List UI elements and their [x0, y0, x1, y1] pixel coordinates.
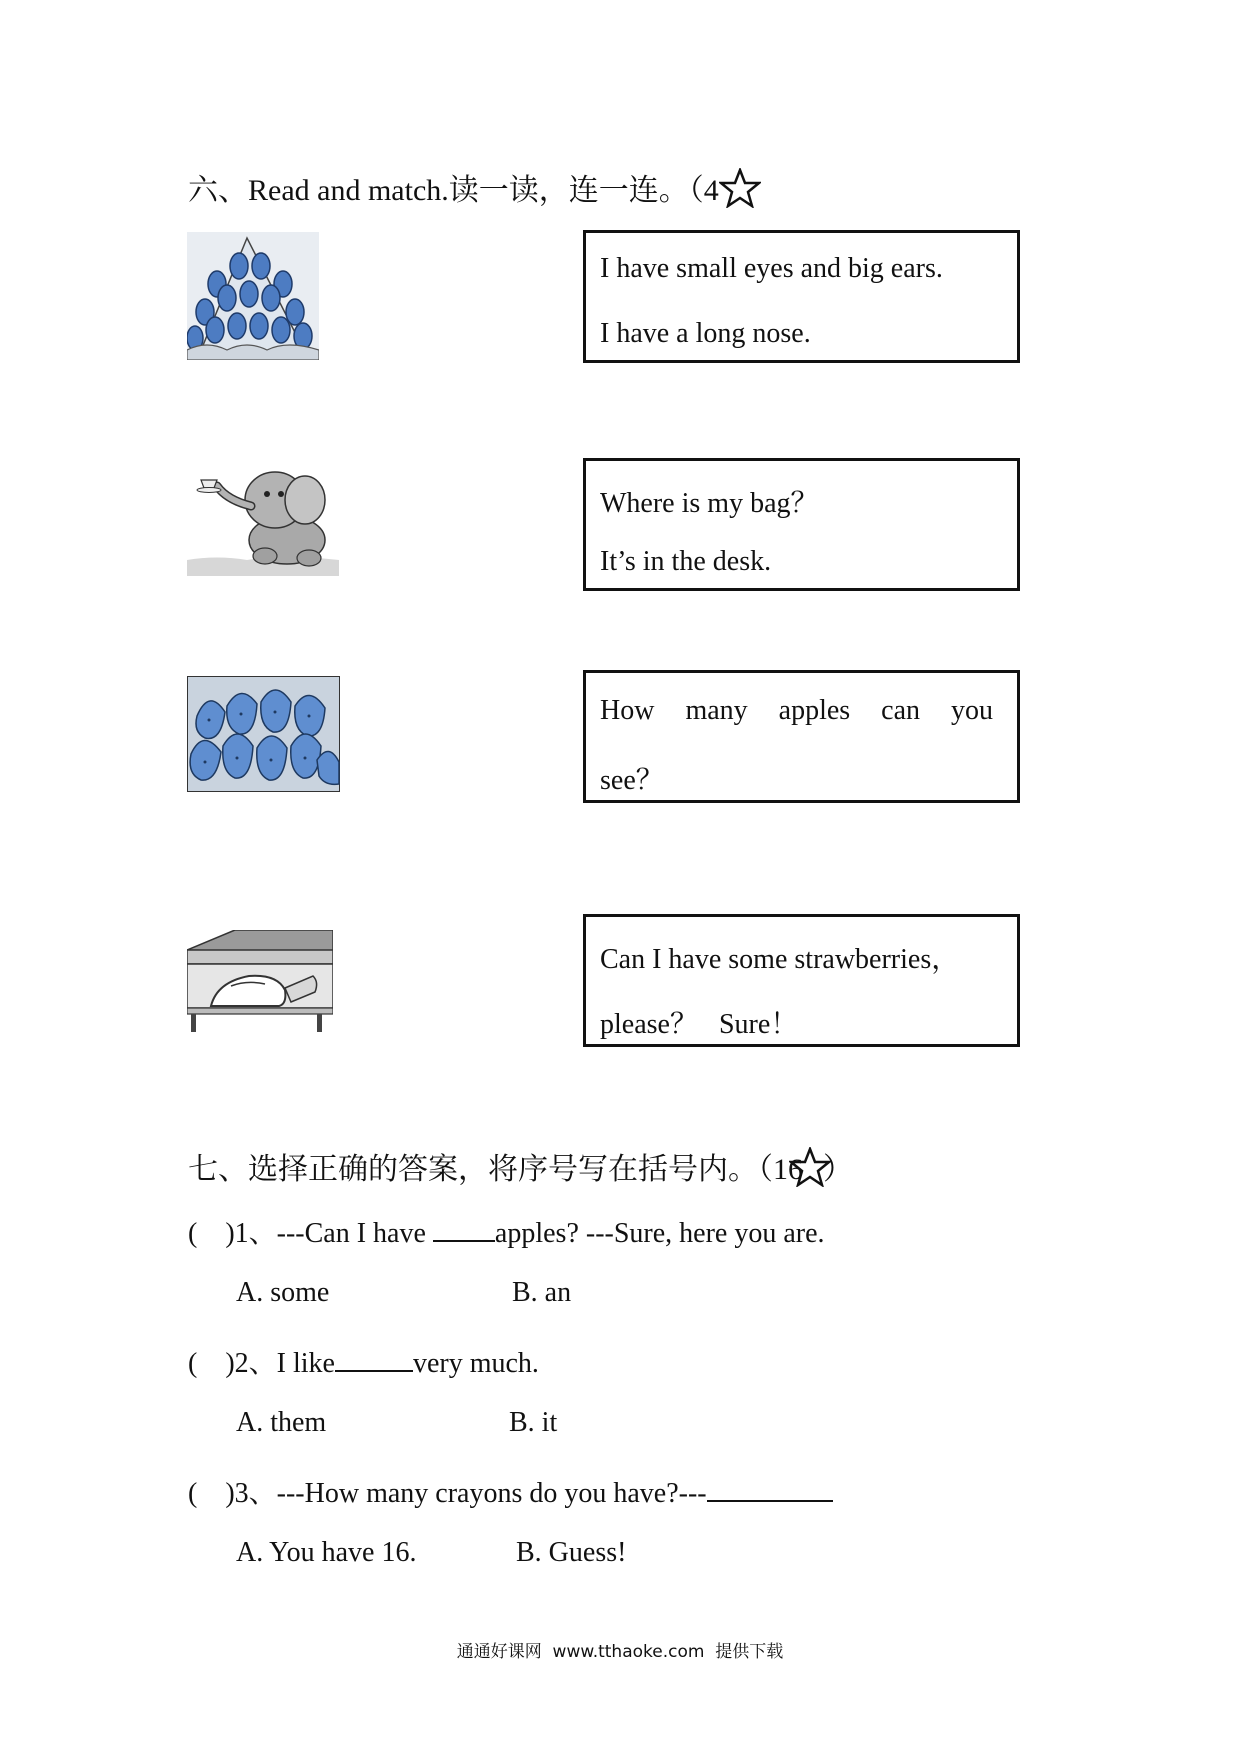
section-6-title-text: 六、Read and match.读一读，连一连。（4	[188, 174, 719, 207]
question-2-option-b: B. it	[509, 1407, 558, 1438]
question-number: )1、	[225, 1218, 277, 1249]
question-3	[188, 1471, 833, 1511]
match-box-2-line-1: Where is my bag？	[600, 488, 819, 519]
answer-bracket-open: (	[188, 1478, 198, 1509]
question-number: )2、	[225, 1348, 277, 1379]
answer-bracket-open: (	[188, 1348, 198, 1379]
match-box-4-line-2: please？ Sure！	[600, 1009, 799, 1040]
match-box-3-word: How	[600, 695, 655, 726]
answer-bracket-open: (	[188, 1218, 198, 1249]
question-text-after: very much.	[412, 1348, 539, 1379]
strawberries-picture	[187, 676, 340, 792]
fill-blank[interactable]	[335, 1346, 413, 1372]
fill-blank[interactable]	[433, 1216, 495, 1242]
match-box-3-word: many	[685, 695, 748, 726]
question-text-before: I like	[276, 1348, 335, 1379]
question-1-option-b: B. an	[512, 1277, 572, 1308]
section-7-title	[188, 1144, 853, 1188]
question-number: )3、	[225, 1478, 277, 1509]
match-box-3-line-1	[600, 695, 993, 727]
page-footer: 通通好课网 www.tthaoke.com 提供下载	[456, 1642, 784, 1662]
match-box-4-line-1: Can I have some strawberries，	[600, 944, 960, 975]
question-text-before: ---How many crayons do you have?---	[276, 1478, 707, 1509]
question-text-before: ---Can I have	[276, 1218, 433, 1249]
question-1-option-a: A. some	[236, 1277, 330, 1308]
question-2-option-a: A. them	[236, 1407, 327, 1438]
match-box-1-line-1: I have small eyes and big ears.	[600, 253, 943, 284]
match-box-3-word: can	[881, 695, 921, 726]
question-text-after: apples? ---Sure, here you are.	[494, 1218, 825, 1249]
star-outline-icon	[719, 168, 761, 208]
section-7-title-close: ）	[823, 1153, 853, 1186]
elephant-picture	[187, 460, 339, 576]
question-1	[188, 1211, 825, 1251]
match-box-4	[583, 914, 1020, 1047]
question-3-option-b: B. Guess!	[516, 1537, 627, 1568]
peacock-picture	[187, 232, 319, 360]
match-box-1	[583, 230, 1020, 363]
match-box-3-line-2: see？	[600, 765, 664, 796]
match-box-1-line-2: I have a long nose.	[600, 318, 811, 349]
match-box-3-word: apples	[778, 695, 851, 726]
section-7-title-text: 七、选择正确的答案，将序号写在括号内。（16	[188, 1153, 803, 1186]
question-2	[188, 1341, 539, 1381]
match-box-2	[583, 458, 1020, 591]
match-box-2-line-2: It’s in the desk.	[600, 546, 772, 577]
match-box-3	[583, 670, 1020, 803]
bag-in-desk-picture	[187, 930, 333, 1032]
section-6-title	[188, 165, 761, 209]
question-3-option-a: A. You have 16.	[236, 1537, 417, 1568]
fill-blank[interactable]	[707, 1476, 833, 1502]
match-box-3-word: you	[951, 695, 993, 726]
